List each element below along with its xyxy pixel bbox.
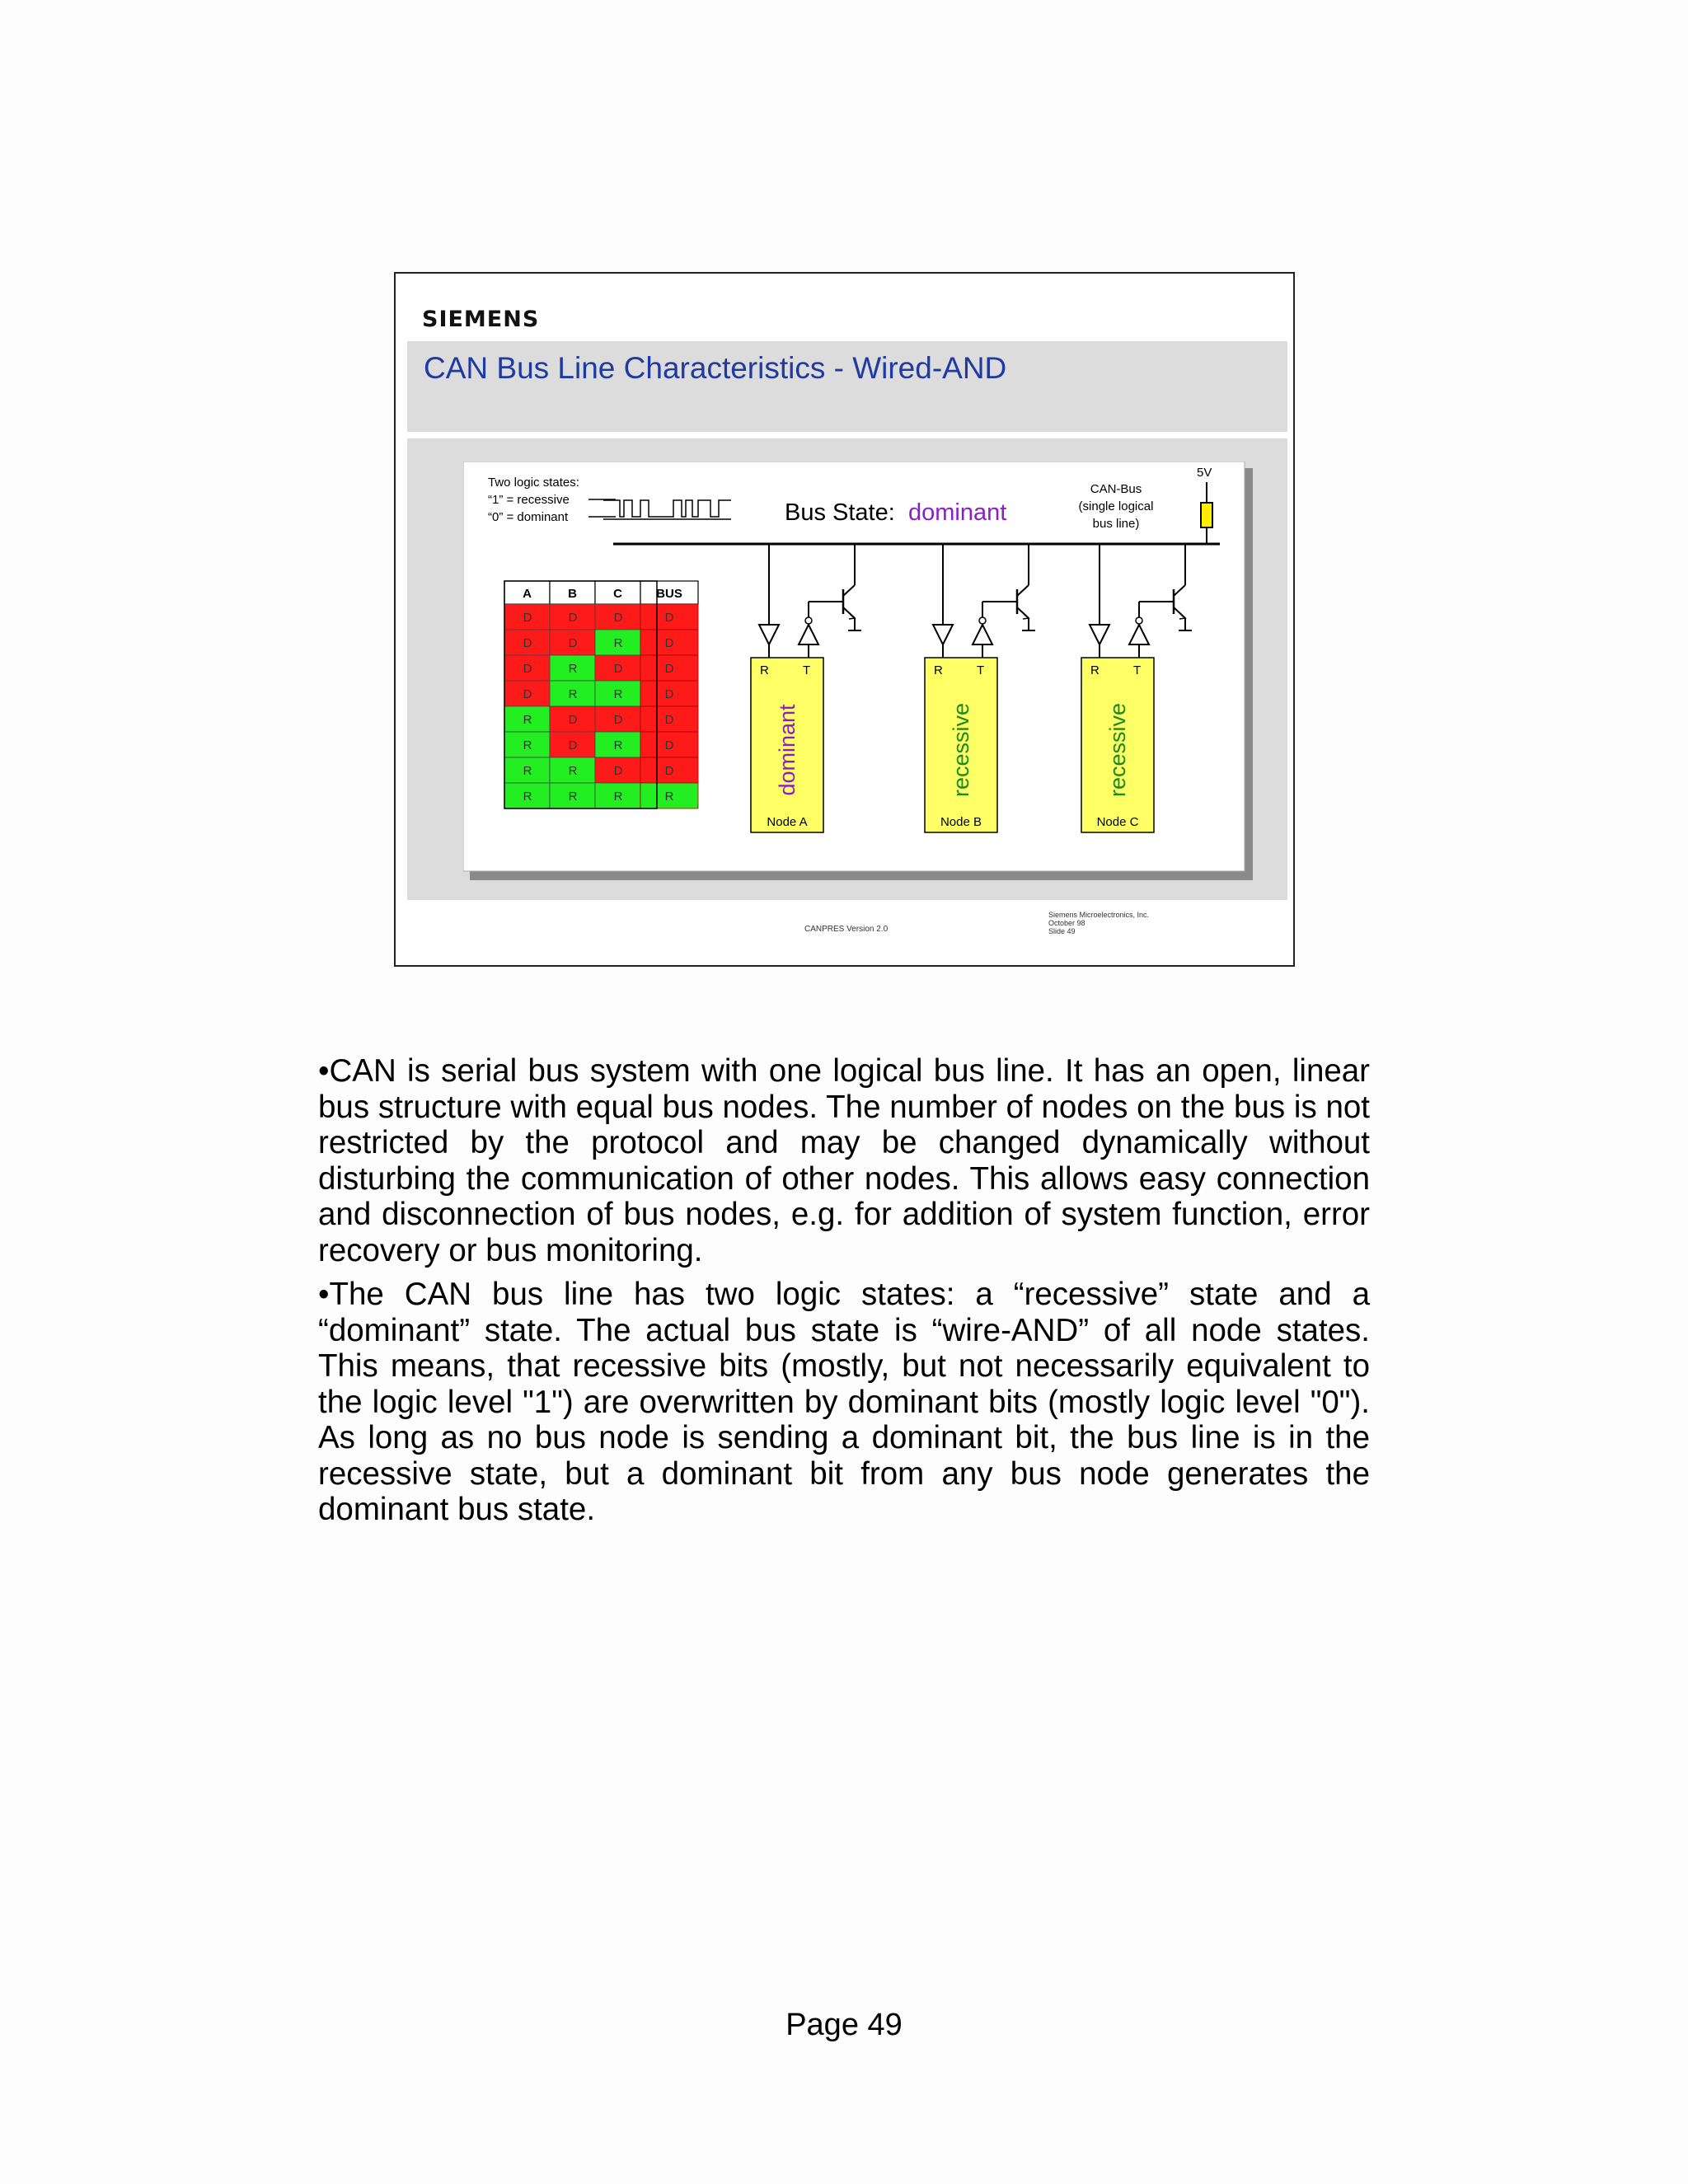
table-cell-value: D [664,611,674,625]
table-header: C [613,587,622,601]
table-cell-value: D [664,687,674,701]
table-cell-value: D [613,713,623,727]
table-cell-value: R [523,738,532,752]
node-name: Node B [940,815,982,829]
logic-states-heading: Two logic states: [488,476,579,490]
logic-states-recessive: “1” = recessive [488,493,570,507]
table-cell-value: D [664,713,674,727]
table-header: A [523,587,532,601]
node-state-label: dominant [775,704,799,796]
node-tx-label: T [977,663,985,677]
footer-version: CANPRES Version 2.0 [804,925,889,934]
table-cell-value: R [523,713,532,727]
siemens-logo: SIEMENS [422,307,540,332]
table-cell-value: D [523,687,532,701]
table-cell-value: R [568,662,578,676]
table-cell-value: R [523,764,532,778]
table-cell-value: D [664,764,674,778]
can-bus-label-1: CAN-Bus [1090,482,1142,496]
slide-figure [394,272,1295,967]
bus-state-value: dominant [908,499,1007,526]
table-cell-value: R [568,764,578,778]
table-cell-value: D [613,662,623,676]
table-cell-value: D [664,738,674,752]
table-cell-value: D [523,636,532,650]
footer-info [1048,911,1149,935]
can-bus-label-2: (single logical [1078,499,1154,513]
table-header: B [568,587,577,601]
bus-state-label: Bus State: [785,499,895,526]
table-cell-value: D [568,611,578,625]
node-rx-label: R [1090,663,1100,677]
table-cell-value: D [568,738,578,752]
paragraph-1: •CAN is serial bus system with one logical bus line. It has an open, linear bus structure with equal bus nodes. The number of nodes on the bus is not restricted by the protocol and may be changed dynamically without disturbing the communication of other nodes. This allows easy connection and disconnection of bus nodes, e.g. for addition of system function, error recovery or bus monitoring. [318,1053,1370,1268]
node-tx-label: T [803,663,811,677]
table-cell-value: D [664,636,674,650]
table-cell-value: R [664,790,674,804]
can-bus-label-3: bus line) [1092,517,1140,531]
body-text [318,1053,1370,1536]
table-cell-value: R [613,790,623,804]
table-cell-value: D [568,636,578,650]
table-cell-value: R [568,687,578,701]
supply-label: 5V [1197,466,1212,480]
table-cell-value: D [523,662,532,676]
paragraph-2: •The CAN bus line has two logic states: a “recessive” state and a “dominant” state. The actual bus state is “wire-AND” of all node states. This means, that recessive bits (mostly, but not necessarily equivalent to the logic level "1") are overwritten by dominant bits (mostly logic level "0"). As long as no bus node is sending a dominant bit, the bus line is in the recessive state, but a dominant bit from any bus node generates the dominant bus state. [318,1277,1370,1527]
node-rx-label: R [760,663,769,677]
table-cell-value: D [568,713,578,727]
table-header: BUS [656,587,682,601]
footer-company: Siemens Microelectronics, Inc. [1048,911,1150,919]
table-cell-value: D [523,611,532,625]
table-cell-value: D [613,611,623,625]
table-cell-value: D [613,764,623,778]
node-tx-label: T [1133,663,1142,677]
table-cell-value: R [613,636,623,650]
can-bus-diagram [463,462,1254,882]
node-state-label: recessive [949,702,973,798]
table-cell-value: R [613,738,623,752]
table-cell-value: R [568,790,578,804]
pullup-resistor-icon [1201,503,1212,527]
node-rx-label: R [934,663,943,677]
logic-states-dominant: “0” = dominant [488,510,569,524]
table-cell-value: R [613,687,623,701]
node-name: Node C [1096,815,1139,829]
table-cell-value: R [523,790,532,804]
truth-table [504,581,698,808]
node-name: Node A [767,815,808,829]
page-number: Page 49 [785,2008,903,2042]
slide-title: CAN Bus Line Characteristics - Wired-AND [424,351,1007,385]
node-state-label: recessive [1105,702,1130,798]
footer-slide: Slide 49 [1048,927,1076,935]
table-cell-value: D [664,662,674,676]
footer-date: October 98 [1048,919,1085,927]
